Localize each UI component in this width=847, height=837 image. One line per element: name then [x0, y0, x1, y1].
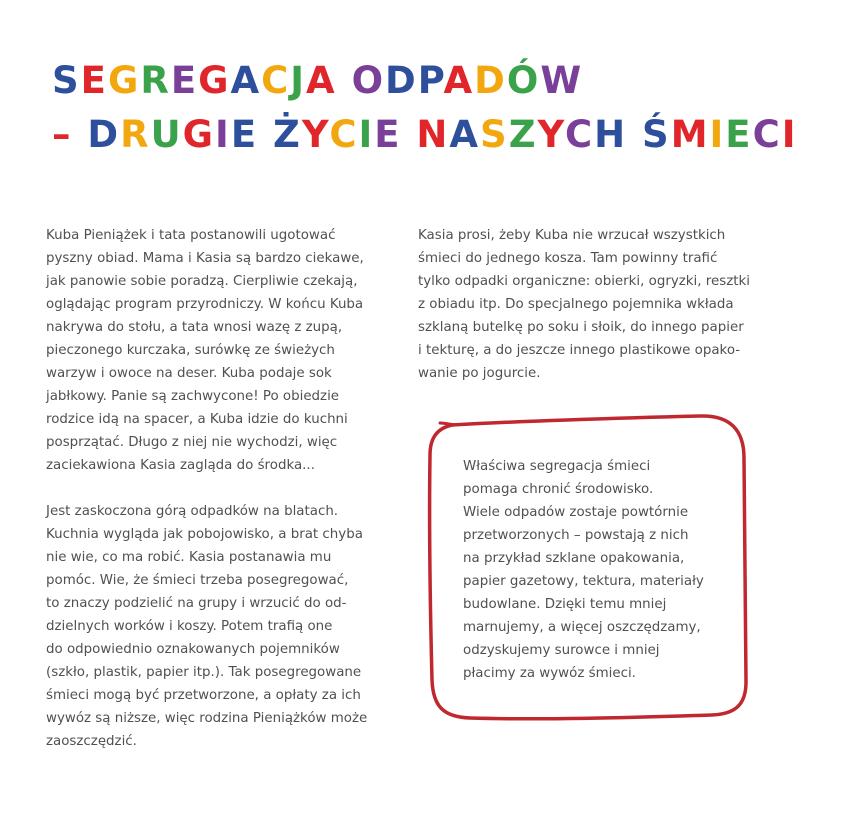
text-line: tylko odpadki organiczne: obierki, ogryzki, resztki: [418, 274, 750, 289]
title-letter: Ż: [272, 113, 302, 156]
title-letter: [337, 59, 352, 102]
right-column: [418, 224, 758, 385]
title-letter: A: [443, 59, 475, 102]
callout-line: przetworzonych – powstają z nich: [463, 528, 689, 543]
title-line-2: [52, 108, 798, 162]
title-letter: I: [358, 113, 375, 156]
text-line: posprzątać. Długo z niej nie wychodzi, więc: [46, 435, 338, 450]
callout-line: pomaga chronić środowisko.: [463, 482, 654, 497]
title-line-1: [52, 54, 798, 108]
text-line: Jest zaskoczona górą odpadków na blatach.: [46, 504, 339, 519]
title-letter: E: [374, 113, 402, 156]
title-letter: E: [170, 59, 199, 102]
title-letter: N: [416, 113, 450, 156]
text-line: rodzice idą na spacer, a Kuba idzie do kuchni: [46, 412, 348, 427]
title-letter: A: [230, 59, 262, 102]
title-letter: Z: [508, 113, 538, 156]
text-line: pieczonego kurczaka, surówkę ze świeżych: [46, 343, 335, 358]
title-letter: D: [474, 59, 507, 102]
title-letter: G: [107, 59, 141, 102]
title-letter: I: [215, 113, 231, 156]
callout-line: Wiele odpadów zostaje powtórnie: [463, 505, 689, 520]
title-letter: C: [565, 113, 595, 156]
title-letter: R: [140, 59, 171, 102]
title-letter: G: [198, 59, 231, 102]
title-letter: S: [52, 59, 81, 102]
title-letter: U: [150, 113, 183, 156]
title-letter: R: [120, 113, 151, 156]
callout-line: marnujemy, a więcej oszczędzamy,: [463, 620, 701, 635]
text-line: do odpowiednio oznakowanych pojemników: [46, 642, 340, 657]
title-letter: Y: [537, 113, 566, 156]
callout-line: na przykład szklane opakowania,: [463, 551, 685, 566]
title-letter: E: [230, 113, 259, 156]
text-line: z obiadu itp. Do specjalnego pojemnika wkłada: [418, 297, 734, 312]
title-letter: G: [182, 113, 216, 156]
text-line: Kasia prosi, żeby Kuba nie wrzucał wszystkich: [418, 228, 726, 243]
text-line: Kuba Pieniążek i tata postanowili ugotować: [46, 228, 336, 243]
text-line: nakrywa do stołu, a tata wnosi wazę z zupą,: [46, 320, 343, 335]
text-line: wanie po jogurcie.: [418, 366, 541, 381]
paragraph-2: [46, 500, 386, 753]
paragraph-1: [46, 224, 386, 477]
title-letter: Y: [301, 113, 330, 156]
text-line: warzyw i owoce na deser. Kuba podaje sok: [46, 366, 332, 381]
text-line: zaciekawiona Kasia zagląda do środka...: [46, 458, 315, 473]
title-letter: I: [709, 113, 726, 156]
paragraph-gap: [46, 477, 386, 500]
title-letter: E: [725, 113, 753, 156]
callout-line: odzyskujemy surowce i mniej: [463, 643, 660, 658]
title-letter: Ś: [642, 113, 671, 156]
title-letter: A: [306, 59, 337, 102]
text-line: śmieci do jednego kosza. Tam powinny trafić: [418, 251, 718, 266]
text-line: jabłkowy. Panie są zachwycone! Po obiedzie: [46, 389, 340, 404]
paragraph-3: [418, 224, 758, 385]
text-line: zaoszczędzić.: [46, 734, 137, 749]
text-line: oglądając program przyrodniczy. W końcu Kuba: [46, 297, 364, 312]
title-letter: P: [417, 59, 444, 102]
title-letter: H: [594, 113, 628, 156]
title-letter: –: [52, 113, 73, 156]
text-line: śmieci mogą być przetworzone, a opłaty za ich: [46, 688, 361, 703]
title-letter: W: [540, 59, 584, 102]
callout-line: płacimy za wywóz śmieci.: [463, 666, 636, 681]
title-letter: Ó: [506, 59, 541, 102]
text-line: nie wie, co ma robić. Kasia postanawia mu: [46, 550, 332, 565]
callout-border-tail: [440, 423, 455, 425]
title-letter: D: [87, 113, 121, 156]
title-letter: S: [480, 113, 509, 156]
title-letter: C: [752, 113, 782, 156]
callout-line: budowlane. Dzięki temu mniej: [463, 597, 667, 612]
left-column: [46, 224, 386, 753]
title-letter: [402, 113, 417, 156]
page-title: [52, 54, 798, 162]
title-letter: [258, 113, 273, 156]
text-line: Kuchnia wygląda jak pobojowisko, a brat chyba: [46, 527, 363, 542]
callout-line: Właściwa segregacja śmieci: [463, 459, 651, 474]
title-letter: [73, 113, 88, 156]
text-line: i tekturę, a do jeszcze innego plastikowe opako-: [418, 343, 741, 358]
text-line: (szkło, plastik, papier itp.). Tak posegregowane: [46, 665, 362, 680]
text-line: to znaczy podzielić na grupy i wrzucić do od-: [46, 596, 347, 611]
text-line: pomóc. Wie, że śmieci trzeba posegregować,: [46, 573, 349, 588]
title-letter: [627, 113, 642, 156]
text-line: pyszny obiad. Mama i Kasia są bardzo ciekawe,: [46, 251, 364, 266]
text-line: dzielnych worków i koszy. Potem trafią one: [46, 619, 333, 634]
text-line: szklaną butelkę po soku i słoik, do innego papier: [418, 320, 744, 335]
title-letter: O: [351, 59, 386, 102]
title-letter: C: [261, 59, 291, 102]
title-letter: C: [329, 113, 359, 156]
title-letter: D: [385, 59, 418, 102]
callout-line: papier gazetowy, tektura, materiały: [463, 574, 704, 589]
callout-box: [463, 455, 704, 685]
title-letter: A: [449, 113, 481, 156]
title-letter: I: [781, 113, 798, 156]
title-letter: M: [670, 113, 710, 156]
text-line: jak panowie sobie poradzą. Cierpliwie czekają,: [46, 274, 358, 289]
title-letter: J: [290, 59, 307, 102]
title-letter: E: [80, 59, 108, 102]
text-line: wywóz są niższe, więc rodzina Pieniążków może: [46, 711, 368, 726]
